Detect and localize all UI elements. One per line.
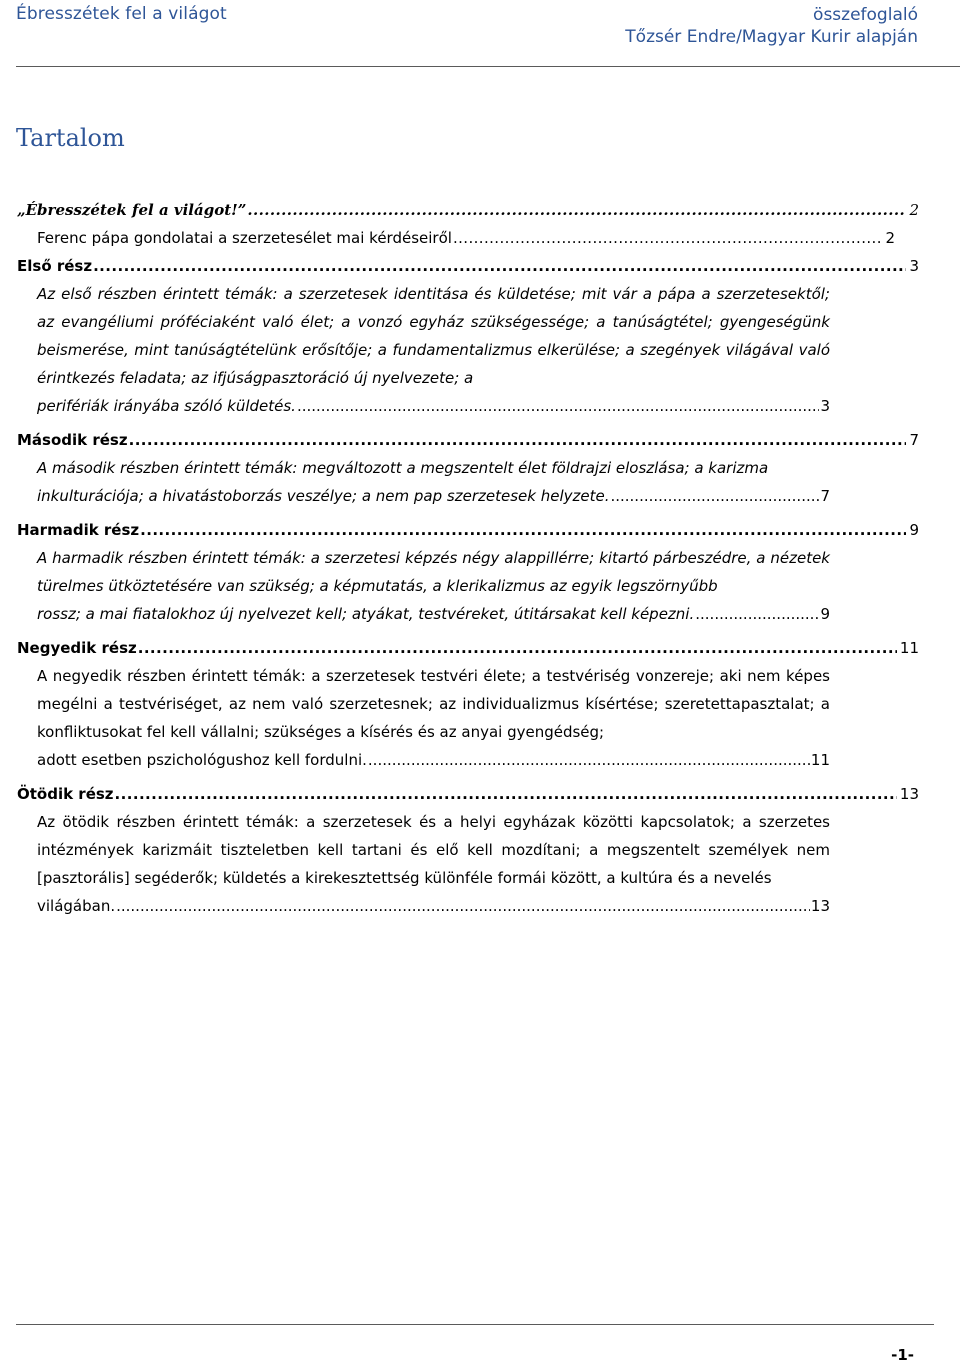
dot-leader bbox=[140, 516, 906, 544]
toc-subentry-text: Az első részben érintett témák: a szerzetesek identitása és küldetése; mit vár a pápa a szerzetesektől; az evangéliumi próféciaként való élet; a vonzó egyház szükségessége; a tanúságtétel; gyengeségünk beismerése, mint tanúságtételünk erősítője; a fundamentalizmus elkerülése; a szegények világával való érintkezés feladata; az ifjúságpasztoráció új nyelvezete; a bbox=[37, 285, 830, 387]
toc-subentry-lastline bbox=[37, 892, 830, 920]
header-source-credit: Tőzsér Endre/Magyar Kurir alapján bbox=[625, 27, 918, 47]
toc-entry-page: 13 bbox=[810, 897, 830, 915]
toc-entry-title: Második rész bbox=[17, 431, 128, 449]
toc-subentry-text-end: rossz; a mai fiatalokhoz új nyelvezet kell; atyákat, testvéreket, útitársakat kell képezni. bbox=[37, 605, 695, 623]
dot-leader bbox=[368, 746, 810, 774]
dot-leader bbox=[116, 892, 810, 920]
toc-entry-title: Ötödik rész bbox=[17, 785, 114, 803]
footer-divider bbox=[16, 1324, 934, 1325]
toc-subentry[interactable] bbox=[37, 662, 830, 774]
header-document-title: Ébresszétek fel a világot bbox=[16, 4, 227, 24]
toc-entry-page: 11 bbox=[810, 751, 830, 769]
toc-subentry-text-end: perifériák irányába szóló küldetés. bbox=[37, 397, 296, 415]
dot-leader bbox=[453, 224, 883, 252]
toc-subentry-lastline bbox=[37, 746, 830, 774]
header-subtitle bbox=[625, 4, 918, 48]
toc-entry-title: „Ébresszétek fel a világot!” bbox=[17, 201, 247, 219]
dot-leader bbox=[247, 196, 906, 224]
toc-entry-page: 11 bbox=[899, 639, 919, 657]
toc-subentry[interactable] bbox=[37, 454, 830, 510]
dot-leader bbox=[129, 426, 907, 454]
toc-entry-page: 3 bbox=[909, 257, 919, 275]
toc-subentry-text: Az ötödik részben érintett témák: a szerzetesek és a helyi egyházak közötti kapcsolatok; a szerzetes intézmények karizmáit tiszteletben kell tartani és elő kell mozdítani; a megszentelt személyek nem [pasztorális] segéderők; küldetés a kirekesztettség különféle formái között, a kultúra és a nevelés bbox=[37, 813, 830, 887]
toc-subentry-lastline bbox=[37, 392, 830, 420]
toc-subentry-text: A harmadik részben érintett témák: a szerzetesi képzés négy alappillérre; kitartó párbeszédre, a nézetek türelmes ütköztetésére van szükség; a képmutatás, a klerikalizmus az egyik legszörnyűbb bbox=[37, 549, 830, 595]
dot-leader bbox=[297, 392, 820, 420]
toc-entry-title: Ferenc pápa gondolatai a szerzetesélet mai kérdéseiről bbox=[37, 229, 452, 247]
header-summary-label: összefoglaló bbox=[813, 5, 918, 25]
toc-entry[interactable] bbox=[17, 780, 919, 808]
toc-entry[interactable] bbox=[17, 516, 919, 544]
toc-entry-page: 3 bbox=[820, 397, 830, 415]
dot-leader bbox=[138, 634, 897, 662]
toc-entry[interactable] bbox=[17, 426, 919, 454]
toc-title: Tartalom bbox=[16, 124, 125, 152]
toc-entry-page: 9 bbox=[820, 605, 830, 623]
toc-entry-title: Negyedik rész bbox=[17, 639, 137, 657]
toc-subentry-text: A negyedik részben érintett témák: a szerzetesek testvéri élete; a testvériség vonzereje; aki nem képes megélni a testvériséget, az nem való szerzetesnek; az individualizmus kísértése; szeretettapasztalat; a konfliktusokat fel kell vállalni; szükséges a kísérés és az anyai gyengédség; bbox=[37, 667, 830, 741]
toc-subentry-text-end: világában. bbox=[37, 897, 116, 915]
toc-entry[interactable] bbox=[17, 196, 919, 224]
toc-entry-page: 9 bbox=[909, 521, 919, 539]
toc-entry-page: 13 bbox=[899, 785, 919, 803]
toc-subentry[interactable] bbox=[37, 808, 830, 920]
toc-entry[interactable] bbox=[37, 224, 895, 252]
toc-subentry-lastline bbox=[37, 600, 830, 628]
toc-subentry-text-end: adott esetben pszichológushoz kell fordulni. bbox=[37, 751, 367, 769]
toc-entry-page: 7 bbox=[909, 431, 919, 449]
table-of-contents bbox=[0, 196, 960, 920]
page-number: -1- bbox=[891, 1346, 914, 1364]
toc-entry-title: Harmadik rész bbox=[17, 521, 140, 539]
toc-entry[interactable] bbox=[17, 252, 919, 280]
dot-leader bbox=[610, 482, 819, 510]
toc-entry-page: 2 bbox=[885, 229, 895, 247]
toc-entry[interactable] bbox=[17, 634, 919, 662]
toc-entry-page: 7 bbox=[820, 487, 830, 505]
dot-leader bbox=[93, 252, 906, 280]
toc-subentry[interactable] bbox=[37, 280, 830, 420]
toc-subentry-text: A második részben érintett témák: megváltozott a megszentelt élet földrajzi eloszlása; a karizma bbox=[37, 459, 769, 477]
dot-leader bbox=[695, 600, 819, 628]
toc-subentry-text-end: inkulturációja; a hivatástoborzás veszélye; a nem pap szerzetesek helyzete. bbox=[37, 487, 610, 505]
toc-entry-title: Első rész bbox=[17, 257, 93, 275]
toc-entry-page: 2 bbox=[909, 201, 919, 219]
dot-leader bbox=[115, 780, 897, 808]
toc-subentry-lastline bbox=[37, 482, 830, 510]
header-divider bbox=[16, 66, 960, 67]
toc-subentry[interactable] bbox=[37, 544, 830, 628]
